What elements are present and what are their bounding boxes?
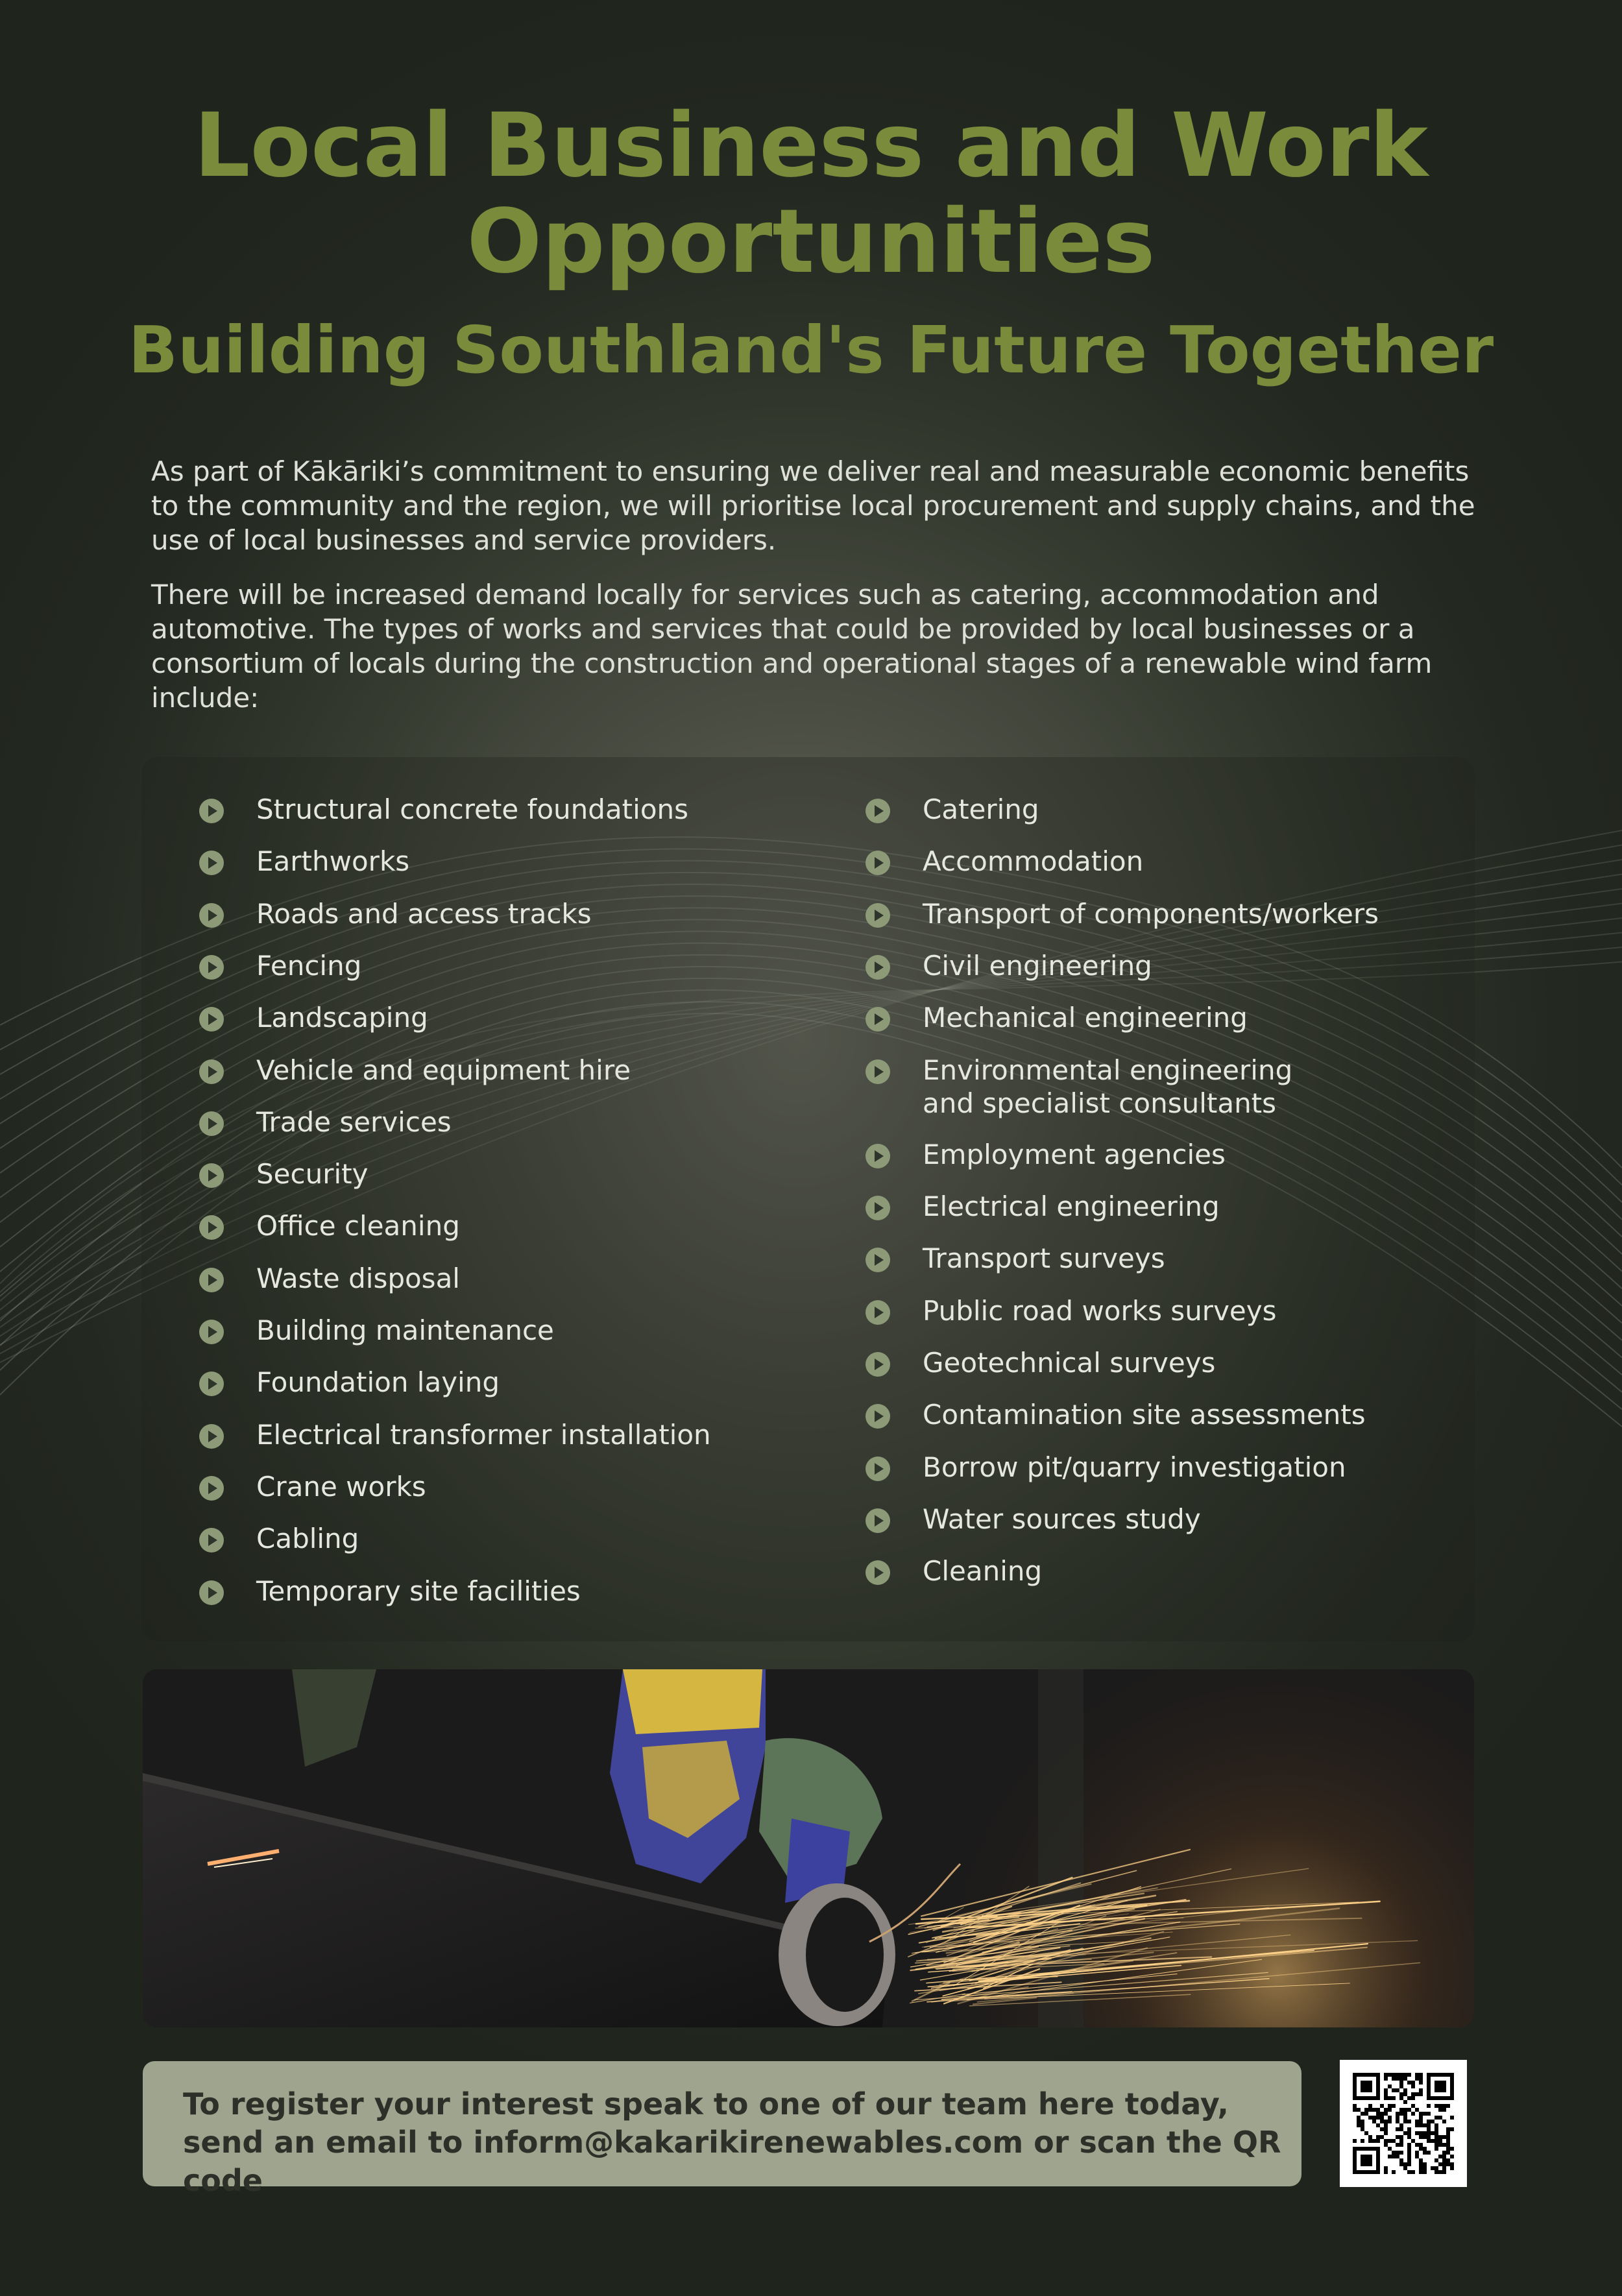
play-circle-icon bbox=[199, 1370, 224, 1395]
list-item bbox=[256, 1314, 554, 1347]
list-item bbox=[923, 949, 1152, 982]
list-item-label: Structural concrete foundations bbox=[256, 793, 689, 825]
list-item bbox=[256, 1106, 452, 1139]
list-item-label: Fencing bbox=[256, 949, 362, 982]
list-item bbox=[256, 897, 592, 930]
call-to-action-banner bbox=[143, 2061, 1301, 2198]
list-item bbox=[923, 1346, 1215, 1379]
list-item-label: Civil engineering bbox=[923, 949, 1152, 982]
play-circle-icon bbox=[865, 797, 890, 822]
play-circle-icon bbox=[199, 902, 224, 926]
list-item-label: Waste disposal bbox=[256, 1262, 460, 1294]
play-circle-icon bbox=[199, 1527, 224, 1551]
list-item bbox=[256, 1470, 426, 1503]
play-circle-icon bbox=[199, 1423, 224, 1447]
play-circle-icon bbox=[199, 1058, 224, 1083]
list-item-label: Transport of components/workers bbox=[923, 897, 1379, 930]
play-circle-icon bbox=[865, 849, 890, 874]
play-circle-icon bbox=[865, 954, 890, 978]
list-item bbox=[256, 1054, 631, 1087]
play-circle-icon bbox=[199, 1006, 224, 1030]
list-item bbox=[923, 1190, 1220, 1223]
play-circle-icon bbox=[865, 1351, 890, 1375]
list-item bbox=[923, 1294, 1277, 1327]
list-item bbox=[923, 1451, 1346, 1484]
list-item bbox=[923, 897, 1379, 930]
list-item-label: Electrical engineering bbox=[923, 1190, 1220, 1223]
list-item-label: Foundation laying bbox=[256, 1366, 500, 1399]
page-subtitle: Building Southland's Future Together bbox=[128, 312, 1494, 388]
list-item bbox=[923, 1001, 1248, 1034]
play-circle-icon bbox=[199, 1110, 224, 1135]
qr-code-graphic bbox=[1340, 2060, 1467, 2187]
angle-grinder-sparks-photo bbox=[143, 1669, 1474, 2027]
list-item bbox=[923, 1398, 1366, 1431]
list-item-label: Landscaping bbox=[256, 1002, 428, 1034]
list-item bbox=[256, 1522, 359, 1555]
list-item-label: Geotechnical surveys bbox=[923, 1347, 1216, 1379]
play-circle-icon bbox=[199, 849, 224, 874]
list-item bbox=[256, 1209, 460, 1242]
list-item-label: Trade services bbox=[256, 1106, 452, 1138]
list-item-label: Environmental engineering and specialist consultants bbox=[923, 1054, 1293, 1119]
list-item bbox=[256, 845, 409, 878]
play-circle-icon bbox=[199, 1475, 224, 1499]
page-title-line-1: Local Business and Work bbox=[193, 95, 1429, 197]
list-item-label: Office cleaning bbox=[256, 1210, 460, 1242]
list-item-label: Temporary site facilities bbox=[256, 1575, 581, 1607]
list-item-label: Earthworks bbox=[256, 845, 410, 878]
list-item bbox=[923, 1054, 1292, 1120]
play-circle-icon bbox=[865, 1559, 890, 1584]
list-item-label: Borrow pit/quarry investigation bbox=[923, 1451, 1346, 1483]
play-circle-icon bbox=[865, 1194, 890, 1219]
play-circle-icon bbox=[199, 1266, 224, 1291]
list-item-label: Contamination site assessments bbox=[923, 1399, 1366, 1431]
list-item bbox=[256, 1575, 581, 1608]
play-circle-icon bbox=[199, 1579, 224, 1604]
list-item bbox=[256, 949, 361, 982]
list-item bbox=[923, 1138, 1226, 1171]
page-title-line-2: Opportunities bbox=[466, 191, 1156, 293]
play-circle-icon bbox=[199, 1214, 224, 1239]
list-item bbox=[256, 1157, 368, 1190]
list-item-label: Roads and access tracks bbox=[256, 897, 592, 930]
list-item-label: Crane works bbox=[256, 1470, 426, 1503]
list-item bbox=[923, 1503, 1201, 1536]
list-item-label: Building maintenance bbox=[256, 1314, 554, 1346]
services-list-panel bbox=[141, 757, 1475, 1641]
list-item-label: Public road works surveys bbox=[923, 1294, 1277, 1327]
list-item-label: Transport surveys bbox=[923, 1242, 1165, 1275]
list-item-label: Cleaning bbox=[923, 1555, 1043, 1588]
list-item-label: Employment agencies bbox=[923, 1138, 1226, 1170]
play-circle-icon bbox=[199, 1318, 224, 1343]
list-item bbox=[923, 1242, 1165, 1275]
play-circle-icon bbox=[865, 1507, 890, 1532]
list-item bbox=[923, 793, 1039, 826]
list-item bbox=[923, 845, 1143, 878]
list-item bbox=[256, 1366, 500, 1399]
list-item-label: Catering bbox=[923, 793, 1039, 825]
list-item bbox=[256, 793, 688, 826]
play-circle-icon bbox=[865, 902, 890, 926]
list-item-label: Cabling bbox=[256, 1523, 359, 1555]
play-circle-icon bbox=[865, 1246, 890, 1271]
play-circle-icon bbox=[865, 1006, 890, 1030]
list-item-label: Security bbox=[256, 1158, 369, 1190]
list-item bbox=[256, 1001, 428, 1034]
intro-paragraph-2: There will be increased demand locally for services such as catering, accommodation and automotive. The types of works and services that could be provided by local businesses or a consortium of locals during the construction and operational stages of a renewable wind farm include: bbox=[151, 579, 1433, 714]
play-circle-icon bbox=[865, 1299, 890, 1323]
call-to-action-text: To register your interest speak to one of our team here today, send an email to inform@kakarikirenewables.com or scan the QR code bbox=[183, 2086, 1281, 2198]
list-item-label: Electrical transformer installation bbox=[256, 1418, 711, 1451]
play-circle-icon bbox=[865, 1058, 890, 1083]
play-circle-icon bbox=[865, 1142, 890, 1167]
play-circle-icon bbox=[865, 1403, 890, 1427]
qr-code-icon[interactable] bbox=[1340, 2060, 1467, 2187]
list-item bbox=[923, 1554, 1042, 1588]
list-item bbox=[256, 1418, 711, 1451]
photo-illustration bbox=[143, 1669, 1474, 2027]
intro-paragraph-1: As part of Kākāriki’s commitment to ensuring we deliver real and measurable economic benefits to the community and the region, we will prioritise local procurement and supply chains, and the use of local businesses and service providers. bbox=[151, 455, 1475, 556]
play-circle-icon bbox=[865, 1455, 890, 1480]
list-item-label: Accommodation bbox=[923, 845, 1144, 878]
list-item bbox=[256, 1262, 460, 1295]
play-circle-icon bbox=[199, 954, 224, 978]
list-item-label: Water sources study bbox=[923, 1503, 1201, 1535]
play-circle-icon bbox=[199, 797, 224, 822]
list-item-label: Vehicle and equipment hire bbox=[256, 1054, 631, 1086]
list-item-label: Mechanical engineering bbox=[923, 1002, 1248, 1034]
play-circle-icon bbox=[199, 1162, 224, 1187]
